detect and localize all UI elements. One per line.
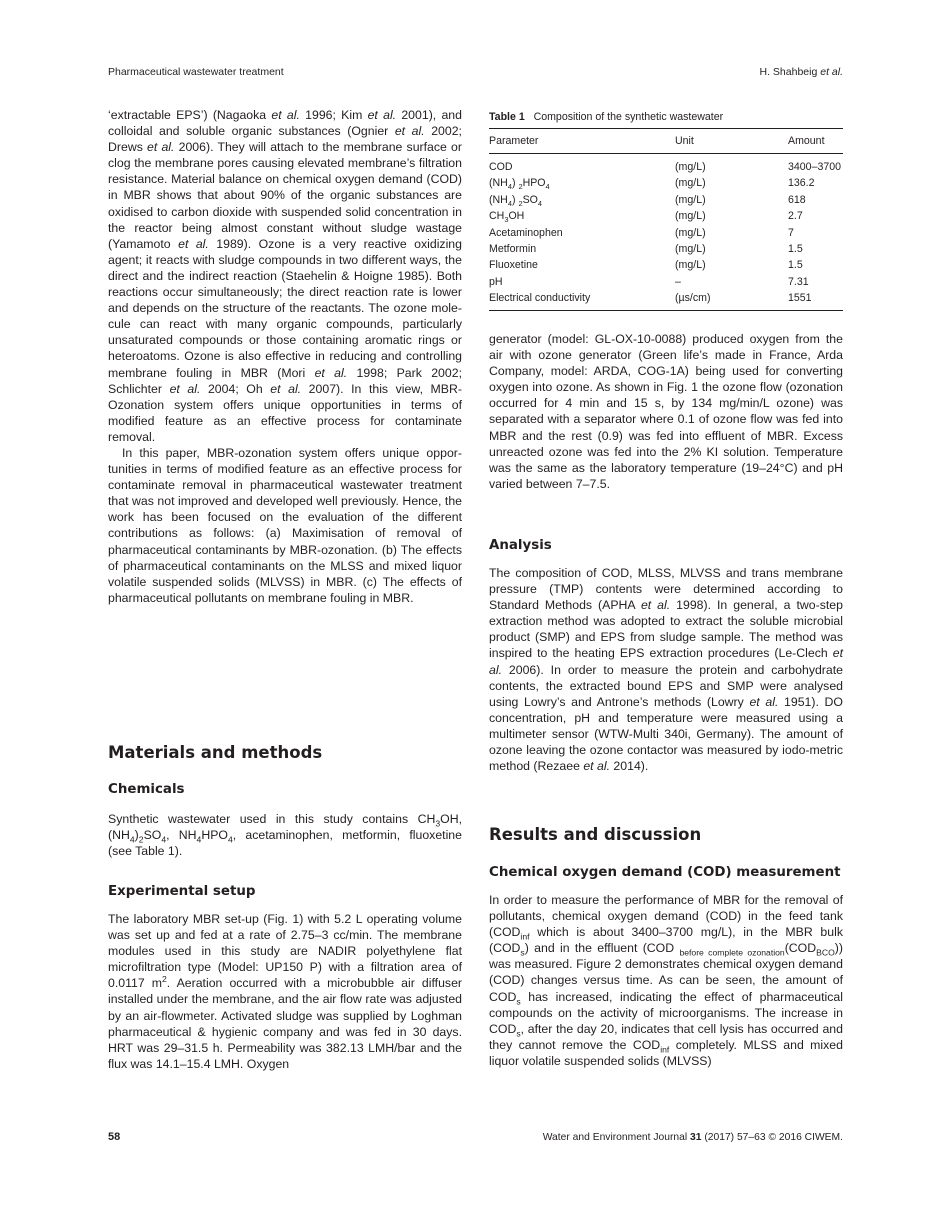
composition-table (489, 128, 843, 311)
table-row: $CH_3OH$ (mg/L) 2.7 (489, 210, 803, 225)
heading-results-discussion: Results and discussion (489, 825, 702, 844)
table-caption: Table 1 Composition of the synthetic wastewater (489, 111, 724, 123)
table-row: Electrical conductivity (µs/cm) 1551 (489, 290, 843, 311)
heading-chemicals: Chemicals (108, 782, 185, 797)
table-row: $(NH_4)$ $_2SO_4$ (mg/L) 618 (489, 193, 806, 208)
paragraph-chemicals: Synthetic wastewater used in this study contains $CH_3OH$, $(NH_4)_2SO_4$, $NH_4HPO_4$, acetaminophen, metformin, fluoxetine (see Table 1). (108, 812, 462, 859)
paragraph-cod: In order to measure the performance of MBR for the removal of pollutants, chemical oxygen demand (COD) in the feed tank ($COD_{inf}$ which is about 3400–3700 mg/L), in the MBR bulk $(COD_s)$ and in the effluent (COD $_{before complete ozonation}(COD_{BCO})$) was measured. Figure 2 demonstrates chemical oxygen demand (COD) changes versus time. As can be seen, the amount of $COD_s$ has increased, indicating the effect of pharmaceutical compounds on the activity of microorganisms. The increase in $COD_s$, after the day 20, indicates that cell lysis has occurred and they cannot remove the $COD_{inf}$ completely. MLSS and mixed liquor volatile suspended solids (MLVSS) (489, 893, 843, 1068)
paragraph-ozone-generator: generator (model: GL-OX-10-0088) produced oxygen from the air with ozone generator (Green life’s made in France, Arda Company, model: ARDA, COG-1A) being used for converting oxygen into ozone. As shown in Fig. 1 the ozone flow (ozonation occurred for 4 min and 15 s, by 134 mg/min/L ozone) was separated with a separator where 0.1 of ozone flow was fed into MBR and the rest (0.9) was fed into effluent of MBR. Excess unreacted ozone was fed into the 2% KI solution. Temperature was the same as the laboratory temperature (19–24°C) and pH varied between 7–7.5. (489, 332, 843, 491)
paragraph-aims: In this paper, MBR-ozonation system offers unique opportunities in terms of modified feature as an effective process for contaminate removal in pharmaceutical wastewater treatment that was not improved and developed well previously. Hence, the work has been focused on the evaluation of the different contributions as follows: (a) Maximisation of removal of pharmaceutical contaminants by MBR-ozonation. (b) The effects of pharmaceutical contaminants on the MLSS and mixed liquor volatile suspended solids (MLVSS) in MBR. (c) The effects of pharmaceutical pollutants on membrane fouling in MBR. (108, 445, 462, 605)
table-row: Fluoxetine (mg/L) 1.5 (489, 259, 803, 272)
heading-analysis: Analysis (489, 538, 552, 553)
heading-experimental-setup: Experimental setup (108, 884, 256, 899)
journal-citation: Water and Environment Journal 31 (2017) 57–63 © 2016 CIWEM. (542, 1132, 843, 1143)
table-row: pH – 7.31 (489, 275, 809, 288)
page-number: 58 (108, 1131, 121, 1143)
heading-materials-methods: Materials and methods (108, 743, 323, 762)
table-row: COD (mg/L) 3400–3700 (489, 161, 842, 173)
paragraph-eps-fouling: ‘extractable EPS’) (Nagaoka et al. 1996; Kim et al. 2001), and colloidal and soluble organic substances (Ognier et al. 2002; Drews et al. 2006). They will attach to the membrane surface or clog the membrane pores causing elevated membrane’s filtration resistance. Material balance on chemical oxygen demand (COD) in MBR shows that about 90% of the organic substances are oxidised to carbon dioxide with suspended solid concentration in the reactor being almost constant without sludge wastage (Yamamoto et al. 1989). Ozone is a very reactive oxidizing agent; it reacts with sludge compounds in two different ways, the direct and the indirect reaction (Staehelin & Hoigne 1985). Both reactions occur simultaneously; the direct reaction rate is lower and depends on the structure of the reactants. The ozone molecule can react with many organic compounds, particularly unsaturated compounds or those containing aromatic rings or heteroatoms. Ozone is also effective in reducing and controlling membrane fouling in MBR (Mori et al. 1998; Park 2002; Schlichter et al. 2004; Oh et al. 2007). In this view, MBR-Ozonation system offers unique opportunities in terms of modified feature as an effective process for contaminate removal. (108, 108, 462, 444)
heading-cod-measurement: Chemical oxygen demand (COD) measurement (489, 865, 841, 880)
table-row: Acetaminophen (mg/L) 7 (489, 226, 794, 239)
table-header-row: Parameter Unit Amount (489, 129, 843, 154)
paragraph-analysis: The composition of COD, MLSS, MLVSS and trans membrane pressure (TMP) contents were determined according to Standard Methods (APHA et al. 1998). In general, a two-step extraction method was adopted to extract the soluble microbial product (SMP) and EPS from sludge sample. The method was inspired to the heating EPS extraction procedures (Le-Clech et al. 2006). In order to measure the protein and carbohydrate contents, the extracted bound EPS and SMP were analysed using Lowry’s and Antrone’s methods (Lowry et al. 1951). DO concentration, pH and temperature were measured using a multimeter sensor (WTW-Multi 340i, Germany). The amount of ozone leaving the ozone contactor was measured by iodo-metric method (Rezaee et al. 2014). (489, 566, 843, 774)
table-row: $(NH_4)$ $_2HPO_4$ (mg/L) 136.2 (489, 177, 815, 192)
left-column (108, 107, 462, 606)
running-header-title: Pharmaceutical wastewater treatment (108, 66, 284, 78)
table-row: Metformin (mg/L) 1.5 (489, 243, 803, 256)
running-header-authors: H. Shahbeig et al. (759, 66, 843, 78)
paragraph-experimental-setup: The laboratory MBR set-up (Fig. 1) with 5.2 L operating volume was set up and fed at a rate of 2.75–3 cc/min. The membrane modules used in this study are NADIR polyethylene flat microfiltration type (Model: UP150 P) with a filtration area of 0.0117 $m^2$. Aeration occurred with a microbubble air diffuser installed under the membrane, and the air flow rate was adjusted by an air-flowmeter. Activated sludge was supplied by Loghman pharmaceutical & hygienic company and was fed in 30 days. HRT was 29–31.5 h. Permeability was 382.13 LMH/bar and the flux was 14.1–15.4 LMH. Oxygen (108, 912, 462, 1071)
